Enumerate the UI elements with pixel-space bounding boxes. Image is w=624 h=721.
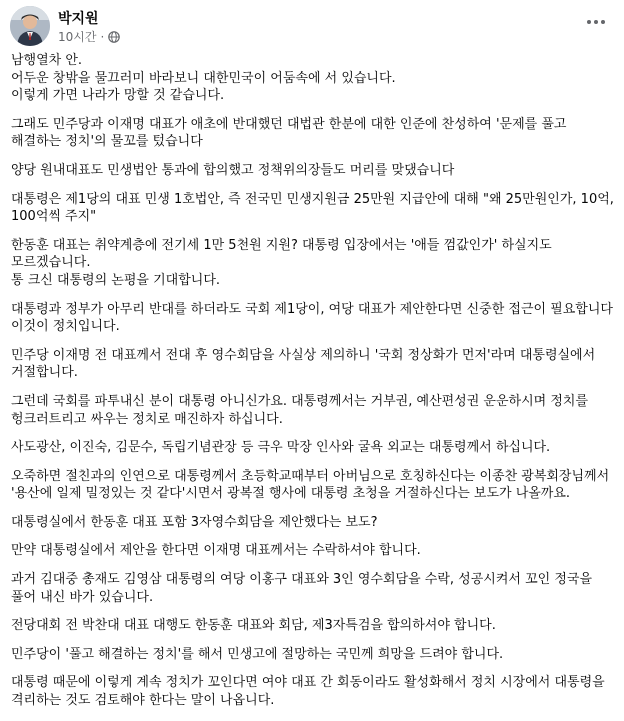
text-line: 한동훈 대표는 취약계층에 전기세 1만 5천원 지원? 대통령 입장에서는 '애들 껌값인가' 하실지도 모르겠습니다. (11, 237, 552, 271)
paragraph: 사도광산, 이진숙, 김문수, 독립기념관장 등 극우 막장 인사와 굴욕 외교는 대통령께서 하십니다. (11, 440, 551, 456)
post-timestamp[interactable]: 10시간 (58, 30, 97, 44)
post-header (10, 6, 614, 46)
meta-separator: · (100, 29, 105, 44)
paragraph: 오죽하면 절친과의 인연으로 대통령께서 초등학교때부터 아버님으로 호칭하신다는 이종찬 광복회장님께서 '용산에 일제 밀정있는 것 같다'시면서 광복절 행사에 대통령 초청을 거절하신다는 보도가 나올까요. (11, 468, 610, 502)
author-name[interactable]: 박지원 (58, 11, 99, 27)
paragraph: 그래도 민주당과 이재명 대표가 애초에 반대했던 대법관 한분에 대한 인준에 찬성하여 '문제를 풀고 해결하는 정치'의 물꼬를 텄습니다 (11, 116, 567, 150)
paragraph (11, 301, 614, 336)
post-body (11, 52, 614, 721)
paragraph: 과거 김대중 총재도 김영삼 대통령의 여당 이홍구 대표와 3인 영수회담을 수락, 성공시켜서 꼬인 정국을 풀어 내신 바가 있습니다. (11, 572, 593, 605)
text-line: 대통령과 정부가 아무리 반대를 하더라도 국회 제1당이, 여당 대표가 제안한다면 신중한 접근이 필요합니다 (11, 301, 613, 317)
post-meta (58, 28, 120, 45)
text-line: 이렇게 가면 나라가 망할 것 같습니다. (11, 88, 225, 104)
paragraph (11, 52, 614, 105)
more-options-icon[interactable] (580, 10, 612, 34)
globe-icon (108, 31, 120, 43)
text-line: 통 크신 대통령의 논평을 기대합니다. (11, 272, 221, 288)
paragraph: 양당 원내대표도 민생법안 통과에 합의했고 정책위의장들도 머리를 맞댔습니다 (11, 162, 455, 178)
paragraph: 그런데 국회를 파투내신 분이 대통령 아니신가요. 대통령께서는 거부권, 예산편성권 운운하시며 정치를 헝크러트리고 싸우는 정치로 매진하자 하십니다. (11, 393, 589, 427)
paragraph: 대통령 때문에 이렇게 계속 정치가 꼬인다면 여야 대표 간 회동이라도 활성화해서 정치 시장에서 대통령을 격리하는 것도 검토해야 한다는 말이 나옵니다. (11, 675, 605, 709)
avatar[interactable] (10, 6, 50, 46)
paragraph: 만약 대통령실에서 제안을 한다면 이재명 대표께서는 수락하셔야 합니다. (11, 543, 421, 559)
text-line: 남행열차 안. (11, 53, 83, 68)
paragraph: 민주당 이재명 전 대표께서 전대 후 영수회담을 사실상 제의하니 '국회 정상화가 먼저'라며 대통령실에서 거절합니다. (11, 347, 596, 381)
paragraph: 민주당이 '풀고 해결하는 정치'를 해서 민생고에 절망하는 국민께 희망을 드려야 합니다. (11, 646, 504, 662)
paragraph: 전당대회 전 박찬대 대표 대행도 한동훈 대표와 회담, 제3자특검을 합의하셔야 합니다. (11, 618, 496, 634)
paragraph: 대통령실에서 한동훈 대표 포함 3자영수회담을 제안했다는 보도? (11, 514, 378, 530)
text-line: 이것이 정치입니다. (11, 319, 120, 335)
paragraph: 대통령은 제1당의 대표 민생 1호법안, 즉 전국민 민생지원금 25만원 지급안에 대해 "왜 25만원인가, 10억, 100억씩 주지" (11, 191, 614, 225)
text-line: 어두운 창밖을 물끄러미 바라보니 대한민국이 어둠속에 서 있습니다. (11, 70, 396, 86)
paragraph (11, 237, 614, 290)
